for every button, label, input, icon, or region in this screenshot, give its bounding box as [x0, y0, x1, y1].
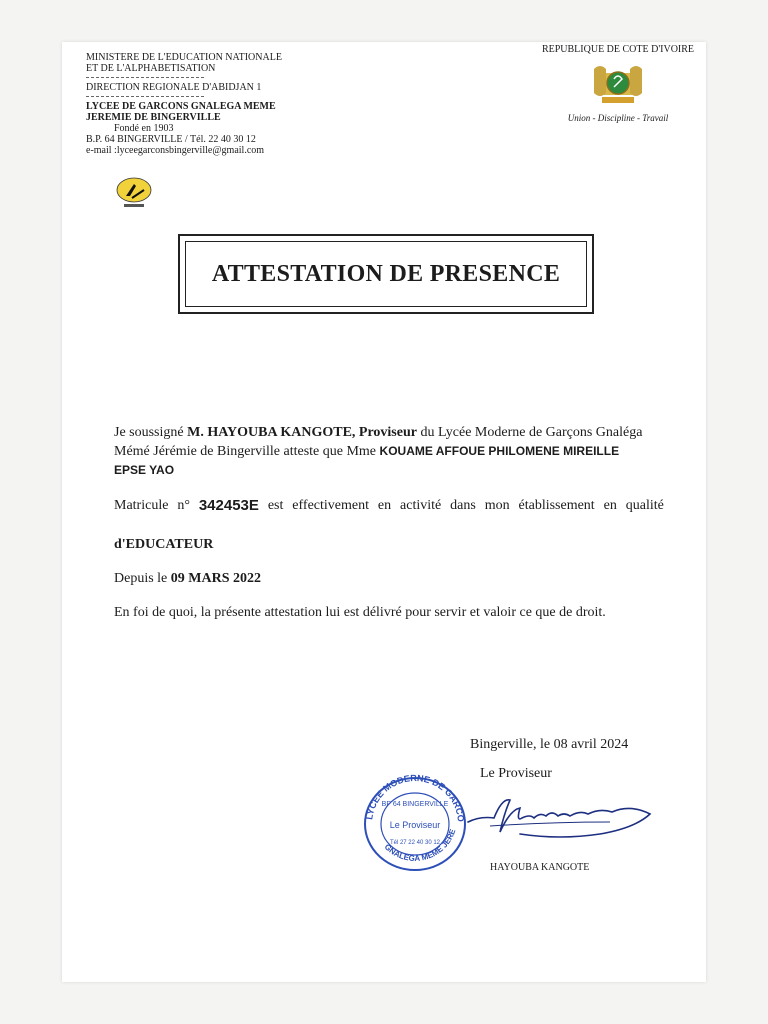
word: activité: [400, 498, 442, 513]
ministry-header: [86, 52, 282, 156]
postal-address: B.P. 64 BINGERVILLE / Tél. 22 40 30 12: [86, 134, 256, 145]
director-name: M. HAYOUBA KANGOTE, Proviseur: [187, 425, 417, 440]
word: dans: [450, 498, 476, 513]
stamp-phone-text: Tél 27 22 40 30 12: [389, 840, 441, 846]
divider: [86, 77, 204, 78]
word: effectivement: [292, 498, 369, 513]
word: n°: [177, 498, 190, 513]
school-logo-icon: [114, 176, 154, 215]
ministry-line-1: MINISTERE DE L'EDUCATION NATIONALE: [86, 52, 282, 63]
stamp-bottom-text: GNALEGA MEME JERE: [382, 827, 458, 863]
signatory-name: HAYOUBA KANGOTE: [490, 862, 590, 873]
country-name: REPUBLIQUE DE COTE D'IVOIRE: [541, 44, 695, 55]
email-address: e-mail :lyceegarconsbingerville@gmail.com: [86, 145, 265, 156]
word: Matricule: [114, 498, 169, 513]
start-date: 09 MARS 2022: [170, 571, 261, 586]
attestation-paragraph: [114, 424, 664, 480]
text-segment: du Lycée Moderne de Garçons Gnaléga: [416, 425, 643, 440]
word: qualité: [625, 498, 664, 513]
founded-year: Fondé en 1903: [114, 123, 174, 134]
stamp-top-text: LYCEE MODERNE DE GARCO: [364, 772, 467, 823]
word: en: [603, 498, 617, 513]
stamp-center-text: Le Proviseur: [389, 820, 441, 830]
employee-name: KOUAME AFFOUE PHILOMENE MIREILLE: [379, 444, 620, 458]
title-frame: [178, 234, 594, 314]
word: est: [267, 498, 284, 513]
registration-number: 342453E: [198, 497, 259, 514]
word: mon: [484, 498, 510, 513]
text-segment: Mémé Jérémie de Bingerville atteste que Mme: [114, 444, 380, 459]
text-segment: Depuis le: [114, 571, 171, 586]
coat-of-arms-icon: [586, 59, 650, 109]
word: en: [377, 498, 392, 513]
svg-text:LYCEE MODERNE DE GARCONS: [360, 772, 466, 822]
divider: [86, 96, 204, 97]
republic-header: [540, 44, 696, 123]
stamp-inner-text: BP 64 BINGERVILLE: [381, 801, 449, 808]
national-motto: Union - Discipline - Travail: [567, 113, 669, 123]
school-name-line-1: LYCEE DE GARCONS GNALEGA MEME: [86, 101, 276, 112]
closing-line: En foi de quoi, la présente attestation lui est délivré pour servir et valoir ce que de droit.: [114, 605, 606, 620]
regional-direction: DIRECTION REGIONALE D'ABIDJAN 1: [86, 82, 262, 93]
since-line: [114, 570, 664, 588]
registration-line: [114, 497, 664, 515]
ministry-line-2: ET DE L'ALPHABETISATION: [86, 63, 216, 74]
handwritten-signature: [460, 788, 660, 853]
employee-name-suffix: EPSE YAO: [114, 463, 175, 477]
text-segment: Je soussigné: [114, 425, 188, 440]
place-and-date: Bingerville, le 08 avril 2024: [470, 737, 629, 752]
school-name-line-2: JEREMIE DE BINGERVILLE: [86, 112, 221, 123]
employee-role: d'EDUCATEUR: [114, 537, 214, 552]
word: établissement: [518, 498, 595, 513]
official-stamp: [360, 772, 470, 877]
role-line: [114, 536, 664, 554]
signatory-role: Le Proviseur: [480, 766, 552, 781]
document-title: ATTESTATION DE PRESENCE: [185, 241, 587, 307]
